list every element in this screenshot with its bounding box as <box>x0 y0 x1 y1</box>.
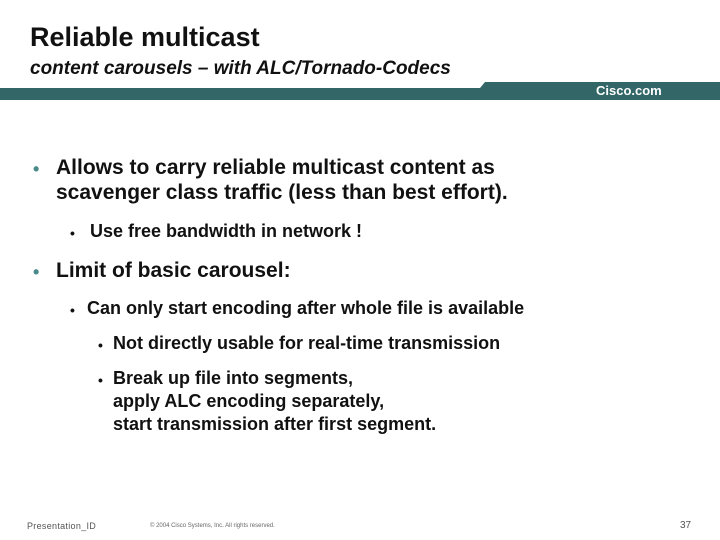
bullet-item-carry-reliable <box>33 155 508 205</box>
bullet-text-line2: apply ALC encoding separately, <box>113 391 385 411</box>
bullet-text-line3: start transmission after first segment. <box>113 414 437 434</box>
bullet-text-line1: Break up file into segments, <box>113 368 354 388</box>
footer-page-number: 37 <box>680 520 692 531</box>
bullet-item-start-encoding <box>70 297 524 319</box>
bullet-item-limit-carousel <box>33 258 291 283</box>
bullet-text: Use free bandwidth in network ! <box>90 221 363 241</box>
footer-presentation-id: Presentation_ID <box>27 521 97 531</box>
slide-title: Reliable multicast <box>30 22 260 52</box>
bullet-text: Allows to carry reliable multicast content as <box>56 156 495 179</box>
slide-subtitle: content carousels – with ALC/Tornado-Codecs <box>30 58 451 79</box>
footer-copyright: © 2004 Cisco Systems, Inc. All rights reserved. <box>150 523 275 529</box>
bullet-icon: • <box>98 372 103 388</box>
bullet-item-not-realtime <box>98 332 500 355</box>
bullet-item-free-bandwidth <box>70 220 362 242</box>
bullet-icon: • <box>33 262 40 282</box>
bullet-icon: • <box>70 225 75 241</box>
bullet-text-continued: scavenger class traffic (less than best effort). <box>56 181 508 204</box>
bullet-text: Limit of basic carousel: <box>56 259 291 282</box>
bullet-text: Can only start encoding after whole file is available <box>87 298 525 318</box>
bullet-icon: • <box>98 337 103 353</box>
brand-logo: Cisco.com <box>596 83 662 98</box>
bullet-item-break-segments <box>98 367 436 436</box>
bullet-icon: • <box>70 302 75 318</box>
bullet-text: Not directly usable for real-time transmission <box>113 333 501 353</box>
bullet-icon: • <box>33 159 40 179</box>
